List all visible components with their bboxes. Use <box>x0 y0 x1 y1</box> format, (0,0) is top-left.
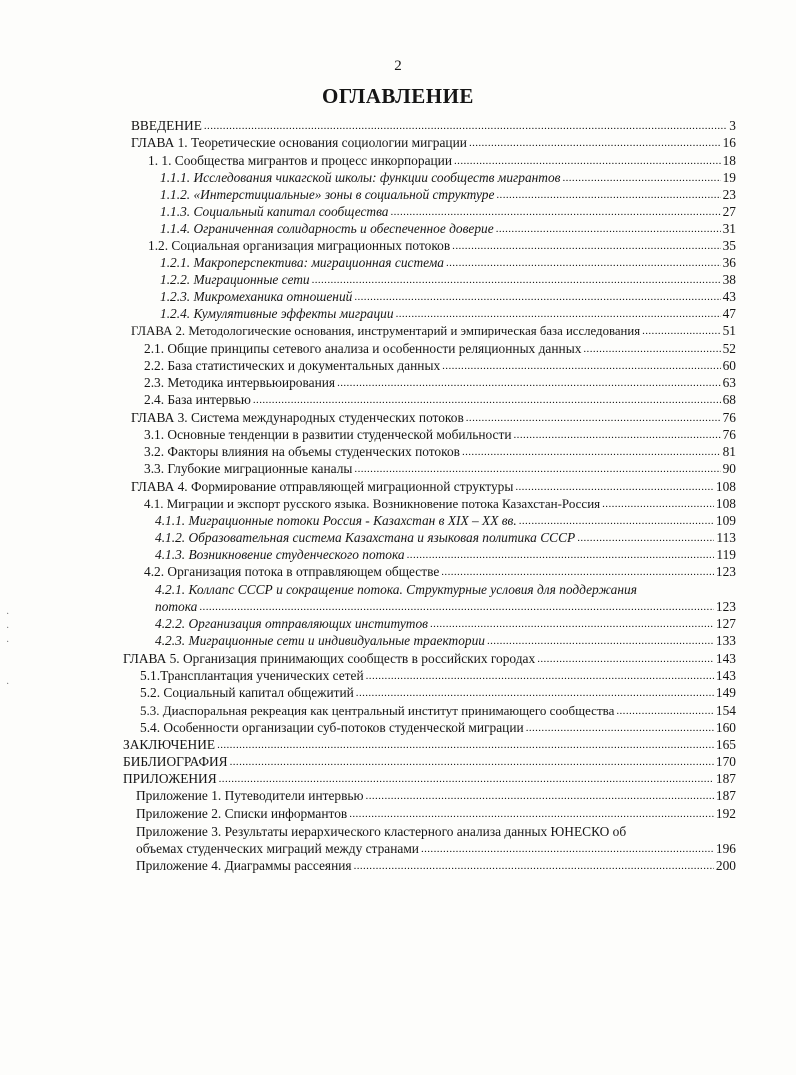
toc-entry-4-1-1[interactable]: 4.1.1. Миграционные потоки Россия - Казахстан в XIX – XX вв. ..... 109 <box>155 513 736 530</box>
toc-entry-appendix-1[interactable]: Приложение 1. Путеводители интервью ..... 187 <box>136 788 736 805</box>
toc-entry-1-1-4[interactable]: 1.1.4. Ограниченная солидарность и обеспеченное доверие ..... 31 <box>160 221 736 238</box>
toc-entry-4-1-2[interactable]: 4.1.2. Образовательная система Казахстана и языковая политика СССР ..... 113 <box>155 530 736 547</box>
toc-entry-4-1[interactable]: 4.1. Миграции и экспорт русского языка. Возникновение потока Казахстан-Россия ..... 108 <box>144 496 736 513</box>
toc-entry-4-2-2[interactable]: 4.2.2. Организация отправляющих институтов ..... 127 <box>155 616 736 633</box>
toc-entry-appendix-2[interactable]: Приложение 2. Списки информантов ..... 192 <box>136 806 736 823</box>
toc-entry-2-1[interactable]: 2.1. Общие принципы сетевого анализа и особенности реляционных данных ..... 52 <box>144 341 736 358</box>
toc-entry-4-2[interactable]: 4.2. Организация потока в отправляющем обществе ..... 123 <box>144 564 736 581</box>
toc-entry-appendices[interactable]: ПРИЛОЖЕНИЯ ..... 187 <box>123 771 736 788</box>
toc-entry-4-1-3[interactable]: 4.1.3. Возникновение студенческого потока ..... 119 <box>155 547 736 564</box>
page-number: 2 <box>394 58 402 74</box>
toc-entry-5-1[interactable]: 5.1.Трансплантация ученических сетей ..... 143 <box>140 668 736 685</box>
toc-entry-1-1-2[interactable]: 1.1.2. «Интерстициальные» зоны в социальной структуре ..... 23 <box>160 187 736 204</box>
toc-entry-bibliography[interactable]: БИБЛИОГРАФИЯ ..... 170 <box>123 754 736 771</box>
toc-entry-2-2[interactable]: 2.2. База статистических и документальных данных ..... 60 <box>144 358 736 375</box>
toc-entry-conclusion[interactable]: ЗАКЛЮЧЕНИЕ ..... 165 <box>123 737 736 754</box>
toc-entry-5-4[interactable]: 5.4. Особенности организации суб-потоков студенческой миграции ..... 160 <box>140 720 736 737</box>
toc-entry-4-2-3[interactable]: 4.2.3. Миграционные сети и индивидуальные траектории ..... 133 <box>155 633 736 650</box>
toc-entry-chapter-5[interactable]: ГЛАВА 5. Организация принимающих сообществ в российских городах ..... 143 <box>123 651 736 668</box>
toc-entry-2-4[interactable]: 2.4. База интервью ..... 68 <box>144 392 736 409</box>
toc-entry-chapter-1[interactable]: ГЛАВА 1. Теоретические основания социологии миграции ..... 16 <box>131 135 736 152</box>
toc-entry-appendix-3[interactable]: объемах студенческих миграций между странами ..... 196 <box>136 841 736 858</box>
toc-entry-appendix-4[interactable]: Приложение 4. Диаграммы рассеяния ..... 200 <box>136 858 736 875</box>
toc-entry-3-2[interactable]: 3.2. Факторы влияния на объемы студенческих потоков ..... 81 <box>144 444 736 461</box>
toc-entry-1-2-4[interactable]: 1.2.4. Кумулятивные эффекты миграции ..... 47 <box>160 306 736 323</box>
toc-entry-5-2[interactable]: 5.2. Социальный капитал общежитий ..... 149 <box>140 685 736 702</box>
toc-entry-1-2-2[interactable]: 1.2.2. Миграционные сети ..... 38 <box>160 272 736 289</box>
toc-entry-chapter-3[interactable]: ГЛАВА 3. Система международных студенческих потоков ..... 76 <box>131 410 736 427</box>
toc-entry-1-2[interactable]: 1.2. Социальная организация миграционных потоков ..... 35 <box>148 238 736 255</box>
scan-margin-marks: · · · · <box>6 609 10 690</box>
toc-entry-3-3[interactable]: 3.3. Глубокие миграционные каналы ..... 90 <box>144 461 736 478</box>
toc-entry-1-1[interactable]: 1. 1. Сообщества мигрантов и процесс инкорпорации ..... 18 <box>148 153 736 170</box>
toc-entry-4-2-1[interactable]: потока ..... 123 <box>155 599 736 616</box>
toc-entry-1-1-3[interactable]: 1.1.3. Социальный капитал сообщества ..... 27 <box>160 204 736 221</box>
toc-entry-1-2-1[interactable]: 1.2.1. Макроперспектива: миграционная система ..... 36 <box>160 255 736 272</box>
toc-entry-5-3[interactable]: 5.3. Диаспоральная рекреация как центральный институт принимающего сообщества ..... 154 <box>140 703 736 720</box>
toc-entry-chapter-4[interactable]: ГЛАВА 4. Формирование отправляющей миграционной структуры ..... 108 <box>131 479 736 496</box>
toc-entry-2-3[interactable]: 2.3. Методика интервьюирования ..... 63 <box>144 375 736 392</box>
page-title: ОГЛАВЛЕНИЕ <box>322 84 474 108</box>
toc-entry-1-2-3[interactable]: 1.2.3. Микромеханика отношений ..... 43 <box>160 289 736 306</box>
toc-entry-1-1-1[interactable]: 1.1.1. Исследования чикагской школы: функции сообществ мигрантов ..... 19 <box>160 170 736 187</box>
toc-entry-introduction[interactable]: ВВЕДЕНИЕ ..... 3 <box>131 118 736 135</box>
toc-entry-appendix-3-line1[interactable]: Приложение 3. Результаты иерархического кластерного анализа данных ЮНЕСКО об <box>136 824 627 839</box>
toc-entry-3-1[interactable]: 3.1. Основные тенденции в развитии студенческой мобильности ..... 76 <box>144 427 736 444</box>
toc-entry-chapter-2[interactable]: ГЛАВА 2. Методологические основания, инструментарий и эмпирическая база исследования ..... 51 <box>131 323 736 340</box>
toc-entry-4-2-1-line1[interactable]: 4.2.1. Коллапс СССР и сокращение потока. Структурные условия для поддержания <box>155 582 637 597</box>
